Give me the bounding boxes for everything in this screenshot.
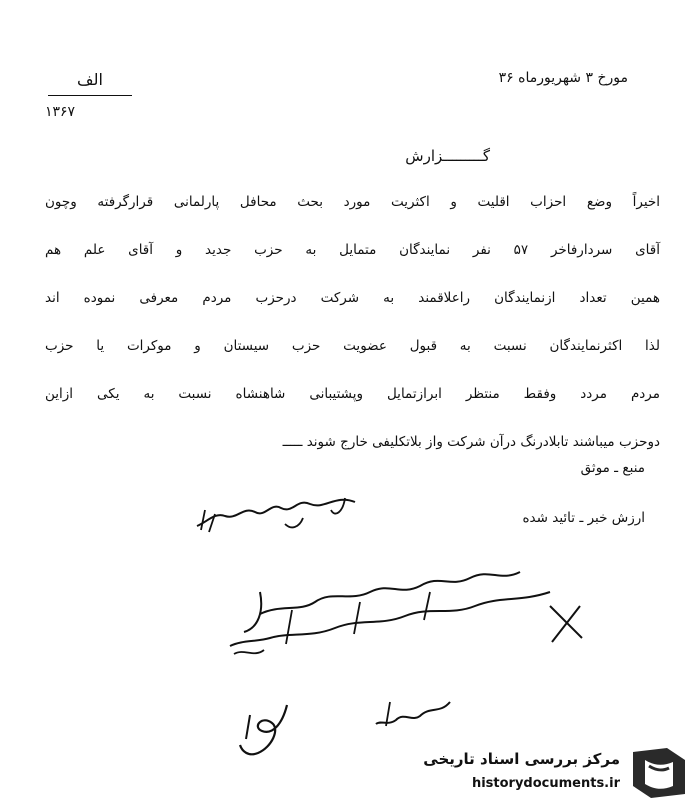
evaluation-line: ارزش خبر ـ تائید شده: [522, 510, 645, 526]
body-line: همین تعداد ازنمایندگان راعلاقمند به شرکت درحزب مردم معرفی نموده اند: [45, 290, 660, 306]
handwritten-note-top: [185, 488, 365, 538]
document-title: گـــــــــزارش: [405, 147, 490, 165]
body-line: اخیراً وضع احزاب اقلیت و اکثریت مورد بحث محافل پارلمانی قرارگرفته وچون: [45, 194, 660, 210]
body-line: دوحزب میباشند تابلادرنگ درآن شرکت واز بلاتکلیفی خارج شوند ـــــ: [282, 434, 660, 450]
source-line: منبع ـ موثق: [580, 460, 645, 476]
archive-watermark: [405, 742, 695, 804]
body-line: آقای سردارفاخر ۵۷ نفر نمایندگان متمایل به حزب جدید و آقای علم هم: [45, 242, 660, 258]
handwritten-number: [370, 692, 460, 732]
body-line: لذا اکثرنمایندگان نسبت به قبول عضویت حزب سیستان و موکرات یا حزب: [45, 338, 660, 354]
handwritten-annotation: [220, 562, 590, 667]
document-date: مورخ ۳ شهریورماه ۳۶: [498, 70, 628, 86]
classification-underline: [48, 95, 132, 96]
watermark-domain: historydocuments.ir: [471, 776, 620, 791]
reference-number: ۱۳۶۷: [45, 104, 76, 120]
classification-label: الف: [77, 70, 103, 89]
report-body: [45, 178, 660, 466]
watermark-name: مرکز بررسی اسناد تاریخی: [423, 750, 620, 768]
handwritten-initials: [232, 695, 302, 765]
archive-logo-icon: [627, 744, 691, 802]
body-line: مردم مردد وفقط منتظر ابرازتمایل وپشتیبانی شاهنشاه نسبت به یکی ازاین: [45, 386, 660, 402]
